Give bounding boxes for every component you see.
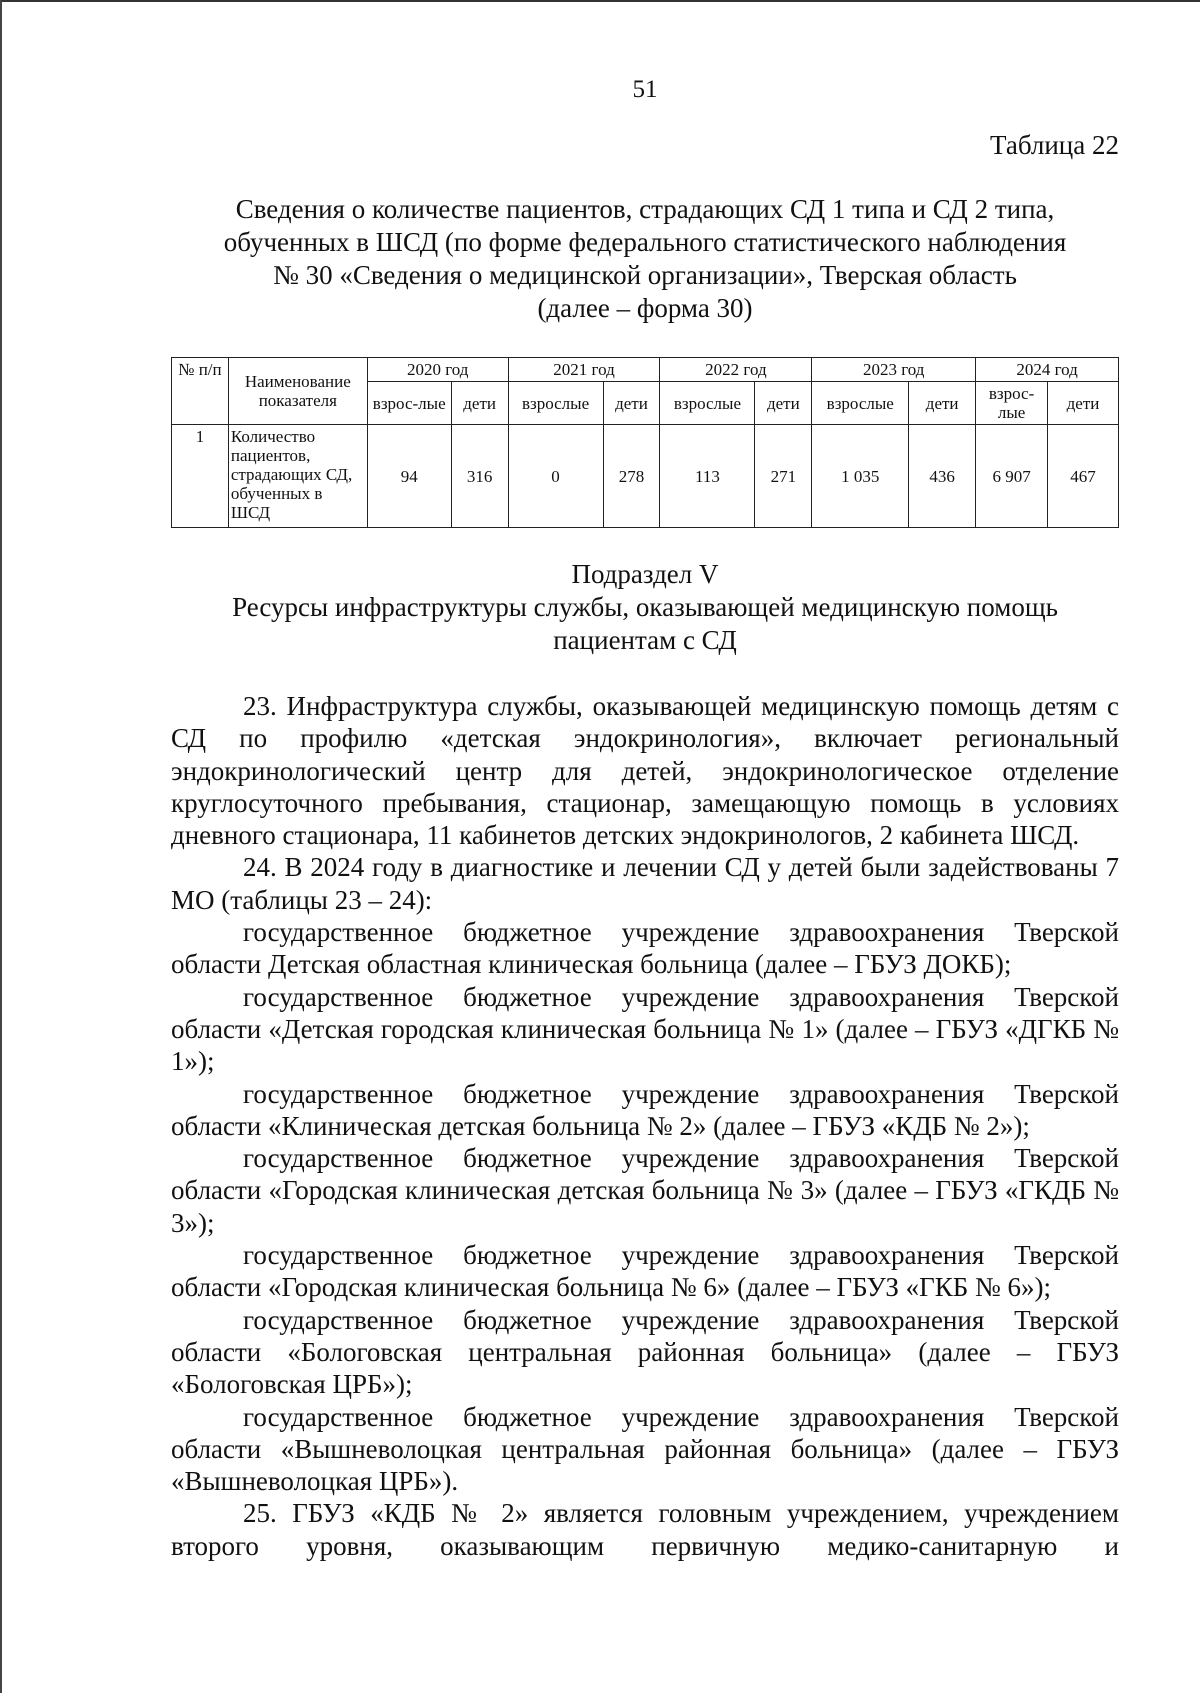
column-header-year: 2021 год bbox=[508, 358, 660, 382]
statistics-table bbox=[171, 357, 1119, 528]
table-cell: 467 bbox=[1048, 425, 1119, 528]
table-cell: 278 bbox=[603, 425, 660, 528]
column-header-children: дети bbox=[451, 382, 508, 425]
paragraph: 24. В 2024 году в диагностике и лечении СД у детей были задействованы 7 МО (таблицы 23 – 24): bbox=[171, 852, 1119, 915]
subsection-heading bbox=[171, 558, 1119, 657]
row-number: 1 bbox=[172, 425, 229, 528]
table-cell: 1 035 bbox=[812, 425, 909, 528]
paragraph: государственное бюджетное учреждение здравоохранения Тверской области «Городская клиническая детская больница № 3» (далее – ГБУЗ «ГКДБ № 3»); bbox=[171, 1143, 1119, 1238]
column-header-children: дети bbox=[1048, 382, 1119, 425]
page-number: 51 bbox=[632, 76, 658, 103]
column-header-year: 2022 год bbox=[660, 358, 812, 382]
paragraph: государственное бюджетное учреждение здравоохранения Тверской области «Детская городская клиническая больница № 1» (далее – ГБУЗ «ДГКБ № 1»); bbox=[171, 981, 1119, 1077]
column-header-number: № п/п bbox=[172, 358, 229, 425]
column-header-adults: взрослые bbox=[812, 382, 909, 425]
column-header-adults: взрослые bbox=[660, 382, 755, 425]
subsection-title: Подраздел V bbox=[571, 559, 719, 589]
row-indicator: Количество пациентов, страдающих СД, обученных в ШСД bbox=[228, 425, 367, 528]
column-header-year: 2023 год bbox=[812, 358, 976, 382]
paragraph: государственное бюджетное учреждение здравоохранения Тверской области Детская областная клиническая больница (далее – ГБУЗ ДОКБ); bbox=[171, 917, 1119, 980]
paragraph: государственное бюджетное учреждение здравоохранения Тверской области «Клиническая детская больница № 2» (далее – ГБУЗ «КДБ № 2»); bbox=[171, 1078, 1119, 1141]
paragraph: 23. Инфраструктура службы, оказывающей медицинскую помощь детям с СД по профилю «детская эндокринология», включает региональный эндокринологический центр для детей, эндокринологическое отделение круглосуточного пребывания, стационар, замещающую помощь в условиях дневного стационара, 11 кабинетов детских эндокринологов, 2 кабинета ШСД. bbox=[171, 691, 1119, 851]
table-cell: 436 bbox=[909, 425, 976, 528]
subsection-subtitle-line: пациентам с СД bbox=[553, 625, 737, 655]
paragraph: государственное бюджетное учреждение здравоохранения Тверской области «Городская клиническая больница № 6» (далее – ГБУЗ «ГКБ № 6»); bbox=[171, 1240, 1119, 1303]
paragraph: государственное бюджетное учреждение здравоохранения Тверской области «Бологовская центральная районная больница» (далее – ГБУЗ «Бологовская ЦРБ»); bbox=[171, 1304, 1119, 1400]
column-header-adults: взрослые bbox=[508, 382, 603, 425]
paragraph: 25. ГБУЗ «КДБ № 2» является головным учреждением, учреждением второго уровня, оказывающим первичную медико-санитарную и bbox=[171, 1498, 1119, 1561]
column-header-year: 2024 год bbox=[976, 358, 1119, 382]
table-header-row bbox=[172, 358, 1119, 382]
table-cell: 113 bbox=[660, 425, 755, 528]
column-header-year: 2020 год bbox=[367, 358, 508, 382]
table-cell: 316 bbox=[451, 425, 508, 528]
column-header-children: дети bbox=[909, 382, 976, 425]
column-header-adults: взрос-лые bbox=[367, 382, 451, 425]
table-cell: 0 bbox=[508, 425, 603, 528]
table-title-line: Сведения о количестве пациентов, страдающих СД 1 типа и СД 2 типа, bbox=[235, 194, 1055, 224]
body-text bbox=[171, 690, 1119, 1562]
table-cell: 6 907 bbox=[976, 425, 1048, 528]
column-header-indicator: Наименование показателя bbox=[228, 358, 367, 425]
table-cell: 271 bbox=[755, 425, 812, 528]
table-cell: 94 bbox=[367, 425, 451, 528]
document-page bbox=[171, 0, 1119, 1693]
table-title-line: обученных в ШСД (по форме федерального статистического наблюдения bbox=[223, 227, 1067, 257]
page-left-border bbox=[0, 0, 2, 1693]
table-title-line: № 30 «Сведения о медицинской организации», Тверская область bbox=[273, 260, 1017, 290]
paragraph: государственное бюджетное учреждение здравоохранения Тверской области «Вышневолоцкая центральная районная больница» (далее – ГБУЗ «Вышневолоцкая ЦРБ»). bbox=[171, 1401, 1119, 1497]
column-header-children: дети bbox=[755, 382, 812, 425]
column-header-children: дети bbox=[603, 382, 660, 425]
table-label: Таблица 22 bbox=[990, 130, 1119, 160]
table-title-line: (далее – форма 30) bbox=[537, 293, 753, 323]
table-title bbox=[171, 193, 1119, 325]
column-header-adults: взрос-лые bbox=[976, 382, 1048, 425]
subsection-subtitle-line: Ресурсы инфраструктуры службы, оказывающей медицинскую помощь bbox=[232, 592, 1058, 622]
table-row bbox=[172, 425, 1119, 528]
